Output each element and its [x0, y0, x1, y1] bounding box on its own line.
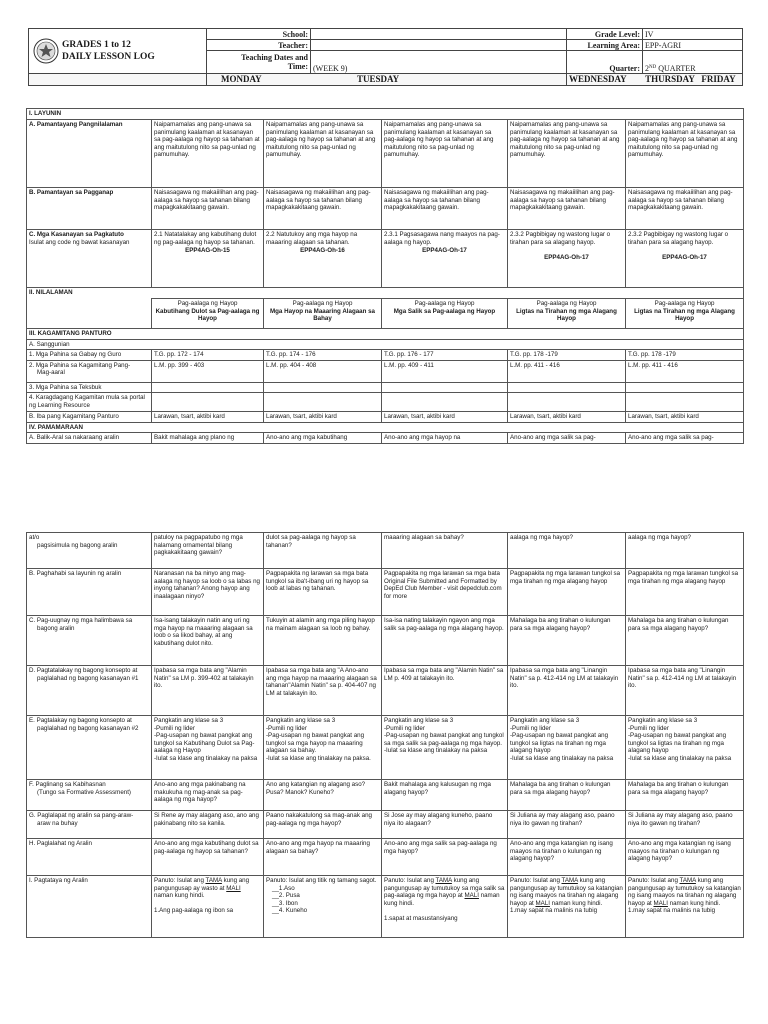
row-label-paghahabi: B. Paghahabi sa layunin ng aralin [27, 569, 152, 616]
cell-paglalapat-thu: Si Juliana ay may alagang aso, paano niya ito gawan ng tirahan? [508, 811, 626, 839]
competency-code: EPP4AG-Oh-15 [185, 247, 230, 254]
row-label-karagdagang: 4. Karagdagang Kagamitan mula sa portal ng Learning Resource [27, 393, 152, 412]
school-label: School: [207, 29, 311, 40]
cell-balik-cont-mon: patuloy na pagpapatubo ng mga halamang ornamental bilang pagkakakitaang gawain? [152, 533, 264, 569]
cell-pagtalakay1-fri: Ipabasa sa mga bata ang "Linangin Natin" sa p. 412-414 ng LM at talakayin ito. [626, 666, 744, 716]
section-layunin: I. LAYUNIN [27, 109, 744, 120]
cell-paglalapat-wed: Si Jose ay may alagang kuneho, paano niya ito alagaan? [382, 811, 508, 839]
cell-pamantayang-mon: Naipamamalas ang pang-unawa sa panimulang kaalaman at kasanayan sa pag-aalaga ng hayop sa tahanan at ang maitutulong nito sa pag-unlad ng pamumuhay. [152, 120, 264, 188]
day-tuesday: TUESDAY [357, 74, 400, 84]
cell-gabay-fri: T.G. pp. 178 -179 [626, 350, 744, 361]
row-label-kabihasnan: F. Paglinang sa Kabihasnan (Tungo sa Formative Assessment) [27, 780, 152, 811]
cell-balik-tue: Ano-ano ang mga kabutihang [264, 433, 382, 444]
teacher-field[interactable] [311, 40, 567, 51]
cell-pamantayang-thu: Naipamamalas ang pang-unawa sa panimulang kaalaman at kasanayan sa pag-aalaga ng hayop sa tahanan at ang maitutulong nito sa pag-unlad ng pamumuhay. [508, 120, 626, 188]
cell-kasanayan-thu: 2.3.2 Pagbibigay ng wastong lugar o tirahan para sa alagang hayop. EPP4AG-Oh-17 [508, 230, 626, 288]
cell-nilalaman-thu: Pag-aalaga ng Hayop Ligtas na Tirahan ng mga Alagang Hayop [508, 299, 626, 329]
dates-field[interactable]: (WEEK 9) [311, 51, 567, 74]
row-label-pag-uugnay: C. Pag-uugnay ng mga halimbawa sa bagong aralin [27, 616, 152, 666]
dates-label: Teaching Dates and Time: [207, 51, 311, 74]
quarter-label: Quarter: [567, 51, 643, 74]
cell-pag-uugnay-mon: Isa-isang talakayin natin ang uri ng mga hayop na maaaring alagaan sa loob o sa likod bahay, at ang kabutihang dulot nito. [152, 616, 264, 666]
competency-code: EPP4AG-Oh-16 [300, 247, 345, 254]
cell-pagganap-thu: Naisasagawa ng makaiilihan ang pag-aalaga sa hayop sa tahanan bilang mapagkakakitaang gawain. [508, 188, 626, 230]
cell-pagtataya-wed: Panuto: Isulat ang TAMA kung ang pangungusap ay tumutukoy sa mga salik sa pag-aalaga ng mga hayop at MALI naman kung hindi. 1.sapat at masustansiyang [382, 876, 508, 938]
cell-paghahabi-wed: Pagpapakita ng mga larawan sa mga bata Original File Submitted and Formatted by DepEd Club Member - visit depedclub.com for more [382, 569, 508, 616]
deped-seal-icon [33, 38, 59, 64]
cell-pagtataya-tue: Panuto: Isulat ang titik ng tamang sagot. __1.Aso __2. Pusa __3. Ibon __4. Kuneho [264, 876, 382, 938]
cell-kabihasnan-tue: Ano ang katangian ng alagang aso? Pusa? Manok? Kuneho? [264, 780, 382, 811]
cell-kasanayan-mon: 2.1 Natatalakay ang kabutihang dulot ng pag-aalaga ng hayop sa tahanan. EPP4AG-Oh-15 [152, 230, 264, 288]
cell-paglalapat-tue: Paano nakakatulong sa mag-anak ang pag-aalaga ng mga hayop? [264, 811, 382, 839]
row-label-paglalapat: G. Paglalapat ng aralin sa pang-araw- araw na buhay [27, 811, 152, 839]
section-sanggunian: A. Sanggunian [27, 339, 744, 350]
cell-kasanayan-tue: 2.2 Natutukoy ang mga hayop na maaaring alagaan sa tahanan. EPP4AG-Oh-16 [264, 230, 382, 288]
cell-iba-wed: Larawan, tsart, aktibi kard [382, 412, 508, 423]
row-label-teksbuk: 3. Mga Pahina sa Teksbuk [27, 382, 152, 393]
cell-nilalaman-wed: Pag-aalaga ng Hayop Mga Salik sa Pag-aalaga ng Hayop [382, 299, 508, 329]
cell-pagganap-wed: Naisasagawa ng makaiilihan ang pag-aalaga sa hayop sa tahanan bilang mapagkakakitaang gawain. [382, 188, 508, 230]
row-label-paglalahat: H. Paglalahat ng Aralin [27, 839, 152, 876]
cell-kabihasnan-wed: Bakit mahalaga ang kalusugan ng mga alagang hayop? [382, 780, 508, 811]
cell-gabay-wed: T.G. pp. 176 - 177 [382, 350, 508, 361]
day-wed-thu-fri [567, 74, 743, 86]
day-thursday: THURSDAY [645, 74, 695, 84]
competency-code: EPP4AG-Oh-17 [422, 247, 467, 254]
row-label-pagtalakay-2: E. Pagtalakay ng bagong konsepto at paglalahad ng bagong kasanayan #2 [27, 716, 152, 780]
section-pamamaraan: IV. PAMAMARAAN [27, 422, 744, 433]
cell-lm-mon: L.M. pp. 399 - 403 [152, 360, 264, 382]
row-label-balik-aral-cont: at/o pagsisimula ng bagong aralin [27, 533, 152, 569]
quarter-field[interactable]: 2ND QUARTER [643, 51, 743, 74]
log-title-grades: GRADES 1 to 12 [62, 40, 131, 50]
cell-paglalahat-thu: Ano-ano ang mga katangian ng isang maayos na tirahan o kulungan ng alagang hayop? [508, 839, 626, 876]
cell-paghahabi-mon: Naranasan na ba ninyo ang mag-aalaga ng hayop sa loob o sa labas ng inyong tahanan? Anong hayop ang inaalagaan ninyo? [152, 569, 264, 616]
cell-paglalapat-mon: Si Rene ay may alagang aso, ano ang pakinabang nito sa kanila. [152, 811, 264, 839]
row-label-pagganap: B. Pamantayan sa Pagganap [27, 188, 152, 230]
cell-iba-mon: Larawan, tsart, aktibi kard [152, 412, 264, 423]
cell-paglalahat-mon: Ano-ano ang mga kabutihang dulot sa pag-aalaga ng hayop sa tahanan? [152, 839, 264, 876]
school-field[interactable] [311, 29, 567, 40]
cell-nilalaman-mon: Pag-aalaga ng Hayop Kabutihang Dulot sa Pag-aalaga ng Hayop [152, 299, 264, 329]
cell-iba-fri: Larawan, tsart, aktibi kard [626, 412, 744, 423]
cell-balik-mon: Bakit mahalaga ang plano ng [152, 433, 264, 444]
cell-gabay-tue: T.G. pp. 174 - 176 [264, 350, 382, 361]
cell-paglalahat-fri: Ano-ano ang mga katangian ng isang maayos na tirahan o kulungan ng alagang hayop? [626, 839, 744, 876]
teacher-label: Teacher: [207, 40, 311, 51]
row-label-pagtataya: I. Pagtataya ng Aralin [27, 876, 152, 938]
cell-balik-cont-wed: maaaring alagaan sa bahay? [382, 533, 508, 569]
cell-pagtataya-mon: Panuto: Isulat ang TAMA kung ang pangungusap ay wasto at MALI naman kung hindi. 1.Ang pag-aalaga ng ibon sa [152, 876, 264, 938]
lesson-grid-page2 [26, 532, 744, 938]
cell-iba-tue: Larawan, tsart, aktibi kard [264, 412, 382, 423]
cell-kabihasnan-fri: Mahalaga ba ang tirahan o kulungan para sa mga alagang hayop? [626, 780, 744, 811]
cell-pagganap-tue: Naisasagawa ng makaiilihan ang pag-aalaga sa hayop sa tahanan bilang mapagkakakitaang gawain. [264, 188, 382, 230]
row-label-iba-pang-kagamitan: B. Iba pang Kagamitang Panturo [27, 412, 152, 423]
cell-paghahabi-tue: Pagpapakita ng larawan sa mga bata tungkol sa iba't-ibang uri ng hayop sa loob at labas ng tahanan. [264, 569, 382, 616]
cell-lm-tue: L.M. pp. 404 - 408 [264, 360, 382, 382]
header-logo-cell [29, 29, 207, 74]
day-wednesday: WEDNESDAY [569, 74, 627, 84]
cell-paglalahat-wed: Ano-ano ang mga salik sa pag-aalaga ng mga hayop? [382, 839, 508, 876]
cell-pag-uugnay-tue: Tukuyin at alamin ang mga piling hayop na mainam alagaan sa loob ng bahay. [264, 616, 382, 666]
row-label-pagtalakay-1: D. Pagtatalakay ng bagong konsepto at paglalahad ng bagong kasanayan #1 [27, 666, 152, 716]
cell-pagtalakay1-thu: Ipabasa sa mga bata ang "Linangin Natin" sa p. 412-414 ng LM at talakayin ito. [508, 666, 626, 716]
cell-pamantayang-tue: Naipamamalas ang pang-unawa sa panimulang kaalaman at kasanayan sa pag-aalaga ng hayop sa tahanan at ang maitutulong nito sa pag-unlad ng pamumuhay. [264, 120, 382, 188]
cell-paghahabi-fri: Pagpapakita ng mga larawan tungkol sa mga tirahan ng mga alagang hayop [626, 569, 744, 616]
cell-balik-cont-fri: aalaga ng mga hayop? [626, 533, 744, 569]
cell-balik-wed: Ano-ano ang mga hayop na [382, 433, 508, 444]
cell-pagtalakay2-fri: Pangkatin ang klase sa 3 -Pumili ng lider -Pag-usapan ng bawat pangkat ang tungkol sa ligtas na tirahan ng mga alagang hayop -Iulat sa klase ang tinalakay na paksa [626, 716, 744, 780]
day-friday: FRIDAY [701, 74, 736, 84]
cell-pagtalakay1-wed: Ipabasa sa mga bata ang "Alamin Natin" sa LM p. 409 at talakayin ito. [382, 666, 508, 716]
competency-code: EPP4AG-Oh-17 [662, 254, 707, 261]
cell-pagtalakay2-wed: Pangkatin ang klase sa 3 -Pumili ng lider -Pag-usapan ng bawat pangkat ang tungkol sa mga salik sa pag-aalaga ng mga hayop. -Iulat sa klase ang tinalakay na paksa [382, 716, 508, 780]
cell-pagtalakay1-tue: Ipabasa sa mga bata ang "A Ano-ano ang mga hayop na maaaring alagaan sa tahanan"Alamin Natin" sa p. 404-407 ng LM at talakayin ito. [264, 666, 382, 716]
cell-lm-fri: L.M. pp. 411 - 416 [626, 360, 744, 382]
cell-lm-wed: L.M. pp. 409 - 411 [382, 360, 508, 382]
cell-pagganap-fri: Naisasagawa ng makaiilihan ang pag-aalaga sa hayop sa tahanan bilang mapagkakakitaang gawain. [626, 188, 744, 230]
cell-pag-uugnay-wed: Isa-isa nating talakayin ngayon ang mga salik sa pag-aalaga ng mga alagang hayop. [382, 616, 508, 666]
section-nilalaman: II. NILALAMAN [27, 288, 744, 299]
row-label-balik-aral: A. Balik-Aral sa nakaraang aralin [27, 433, 152, 444]
cell-kasanayan-fri: 2.3.2 Pagbibigay ng wastong lugar o tirahan para sa alagang hayop. EPP4AG-Oh-17 [626, 230, 744, 288]
log-title-daily: DAILY LESSON LOG [62, 52, 155, 62]
cell-pag-uugnay-thu: Mahalaga ba ang tirahan o kulungan para sa mga alagang hayop? [508, 616, 626, 666]
cell-kabihasnan-mon: Ano-ano ang mga pakinabang na makukuha ng mag-anak sa pag-aalaga ng mga hayop? [152, 780, 264, 811]
cell-kabihasnan-thu: Mahalaga ba ang tirahan o kulungan para sa mga alagang hayop? [508, 780, 626, 811]
cell-pagtataya-fri: Panuto: Isulat ang TAMA kung ang pangungusap ay tumutukoy sa katangian ng isang maayos na tirahan ng alagang hayop at MALI naman kung hindi. 1.may sapat na malinis na tubig [626, 876, 744, 938]
section-kagamitang-panturo: III. KAGAMITANG PANTURO [27, 329, 744, 340]
cell-paglalahat-tue: Ano-ano ang mga hayop na maaaring alagaan sa bahay? [264, 839, 382, 876]
cell-gabay-thu: T.G. pp. 178 -179 [508, 350, 626, 361]
area-label: Learning Area: [567, 40, 643, 51]
cell-kasanayan-wed: 2.3.1 Pagsasagawa nang maayos na pag-aalaga ng hayop. EPP4AG-Oh-17 [382, 230, 508, 288]
cell-balik-thu: Ano-ano ang mga salik sa pag- [508, 433, 626, 444]
cell-pagganap-mon: Naisasagawa ng makaiilihan ang pag-aalaga sa hayop sa tahanan bilang mapagkakakitaang gawain. [152, 188, 264, 230]
cell-gabay-mon: T.G. pp. 172 - 174 [152, 350, 264, 361]
cell-pagtalakay2-thu: Pangkatin ang klase sa 3 -Pumili ng lider -Pag-usapan ng bawat pangkat ang tungkol sa ligtas na tirahan ng mga alagang hayop -Iulat sa klase ang tinalakay na paksa [508, 716, 626, 780]
cell-lm-thu: L.M. pp. 411 - 416 [508, 360, 626, 382]
cell-pamantayang-fri: Naipamamalas ang pang-unawa sa panimulang kaalaman at kasanayan sa pag-aalaga ng hayop sa tahanan at ang maitutulong nito sa pag-unlad ng pamumuhay. [626, 120, 744, 188]
cell-paghahabi-thu: Pagpapakita ng mga larawan tungkol sa mga tirahan ng mga alagang hayop [508, 569, 626, 616]
cell-iba-thu: Larawan, tsart, aktibi kard [508, 412, 626, 423]
grade-label: Grade Level: [567, 29, 643, 40]
cell-nilalaman-fri: Pag-aalaga ng Hayop Ligtas na Tirahan ng mga Alagang Hayop [626, 299, 744, 329]
cell-pamantayang-wed: Naipamamalas ang pang-unawa sa panimulang kaalaman at kasanayan sa pag-aalaga ng hayop sa tahanan at ang maitutulong nito sa pag-unlad ng pamumuhay. [382, 120, 508, 188]
cell-pagtalakay1-mon: Ipabasa sa mga bata ang "Alamin Natin" sa LM p. 399-402 at talakayin ito. [152, 666, 264, 716]
row-label-gabay: 1. Mga Pahina sa Gabay ng Guro [27, 350, 152, 361]
area-field[interactable]: EPP-AGRI [643, 40, 743, 51]
row-label-kasanayan: C. Mga Kasanayan sa Pagkatuto Isulat ang code ng bawat kasanayan [27, 230, 152, 288]
row-label-kagamitang-mag-aaral: 2. Mga Pahina sa Kagamitang Pang- Mag-aaral [27, 360, 152, 382]
weekday-header-row [29, 74, 743, 86]
cell-pagtalakay2-mon: Pangkatin ang klase sa 3 -Pumili ng lider -Pag-usapan ng bawat pangkat ang tungkol sa Kabutihang Dulot sa Pag-aalaga ng Hayop -Iulat sa klase ang tinalakay na paksa [152, 716, 264, 780]
lesson-log-header [28, 28, 742, 85]
lesson-grid-page1 [26, 108, 744, 444]
cell-pag-uugnay-fri: Mahalaga ba ang tirahan o kulungan para sa mga alagang hayop? [626, 616, 744, 666]
cell-paglalapat-fri: Si Juliana ay may alagang aso, paano niya ito gawan ng tirahan? [626, 811, 744, 839]
cell-pagtalakay2-tue: Pangkatin ang klase sa 3 -Pumili ng lider -Pag-usapan ng bawat pangkat ang tungkol sa mga hayop na maaaring alagaan sa bahay. -Iulat sa klase ang tinalakay na paksa. [264, 716, 382, 780]
cell-pagtataya-thu: Panuto: Isulat ang TAMA kung ang pangungusap ay tumutukoy sa katangian ng isang maayos na tirahan ng alagang hayop at MALI naman kung hindi. 1.may sapat na malinis na tubig [508, 876, 626, 938]
cell-balik-cont-tue: dulot sa pag-aalaga ng hayop sa tahanan? [264, 533, 382, 569]
cell-balik-cont-thu: aalaga ng mga hayop? [508, 533, 626, 569]
competency-code: EPP4AG-Oh-17 [544, 254, 589, 261]
grade-field[interactable]: IV [643, 29, 743, 40]
row-label-pamantayang-pangnilalaman: A. Pamantayang Pangnilalaman [27, 120, 152, 188]
day-monday: MONDAY [221, 74, 262, 84]
day-monday-tuesday [207, 74, 567, 86]
cell-nilalaman-tue: Pag-aalaga ng Hayop Mga Hayop na Maaaring Alagaan sa Bahay [264, 299, 382, 329]
cell-balik-fri: Ano-ano ang mga salik sa pag- [626, 433, 744, 444]
